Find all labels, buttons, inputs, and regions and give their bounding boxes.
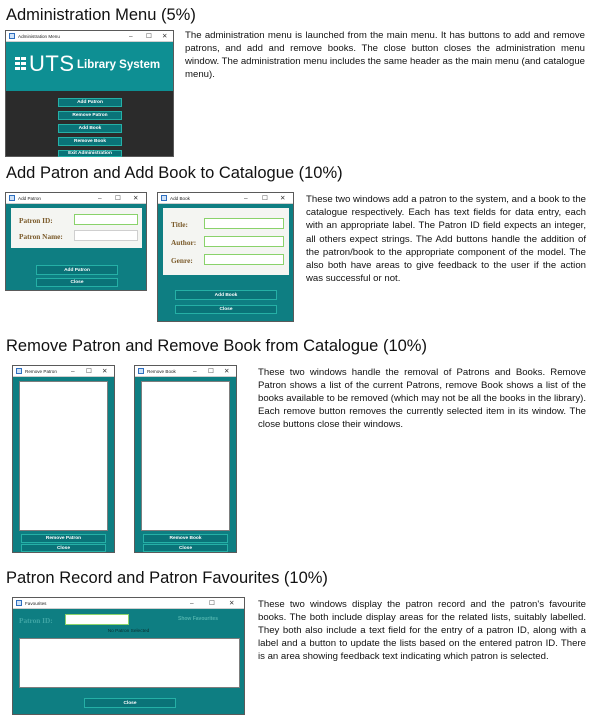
add-book-close-button[interactable]: Close (175, 305, 277, 314)
favourites-window (12, 597, 245, 715)
favourites-window-title: Favourites (25, 601, 47, 606)
add-section-heading: Add Patron and Add Book to Catalogue (10%) (6, 164, 343, 182)
patron-id-input[interactable] (65, 614, 129, 625)
add-patron-window (5, 192, 147, 291)
add-patron-window-title: Add Patron (18, 196, 41, 201)
app-icon (16, 368, 22, 374)
app-icon (16, 600, 22, 606)
minimize-icon[interactable]: – (129, 33, 133, 40)
add-patron-button[interactable]: Add Patron (36, 265, 118, 275)
close-icon[interactable]: ✕ (133, 195, 139, 202)
maximize-icon[interactable]: ☐ (208, 368, 214, 375)
remove-section-paragraph: These two windows handle the removal of Patrons and Books. Remove Patron shows a list of the current Patrons, remove Book shows a list of the books available to be removed (which may not be all the books in the library). Each remove button removes the currently selected item in its window. The close buttons close their windows. (258, 367, 586, 430)
patron-name-input[interactable] (74, 230, 138, 241)
author-input[interactable] (204, 236, 284, 247)
add-book-window (157, 192, 294, 322)
show-favourites-button[interactable]: Show Favourites (177, 616, 218, 622)
remove-section-heading: Remove Patron and Remove Book from Catalogue (10%) (6, 337, 427, 355)
minimize-icon[interactable]: – (71, 368, 75, 375)
remove-patron-close-button[interactable]: Close (21, 544, 106, 552)
title-input[interactable] (204, 218, 284, 229)
close-icon[interactable]: ✕ (162, 33, 168, 40)
patron-status-text: No Patron Selected (107, 629, 150, 634)
remove-book-menu-button[interactable]: Remove Book (58, 137, 122, 146)
app-icon (138, 368, 144, 374)
library-header-banner (6, 42, 173, 91)
author-label: Author: (171, 238, 197, 247)
app-icon (161, 195, 167, 201)
add-book-menu-button[interactable]: Add Book (58, 124, 122, 133)
patron-id-input[interactable] (74, 214, 138, 225)
admin-window-title: Administration Menu (18, 34, 60, 39)
maximize-icon[interactable]: ☐ (86, 368, 92, 375)
minimize-icon[interactable]: – (193, 368, 197, 375)
app-icon (9, 195, 15, 201)
patron-list[interactable] (19, 381, 108, 531)
add-patron-close-button[interactable]: Close (36, 278, 118, 287)
maximize-icon[interactable]: ☐ (115, 195, 121, 202)
exit-administration-button[interactable]: Exit Administration (58, 150, 122, 157)
maximize-icon[interactable]: ☐ (209, 600, 215, 607)
minimize-icon[interactable]: – (190, 600, 194, 607)
record-section-heading: Patron Record and Patron Favourites (10%) (6, 569, 328, 587)
maximize-icon[interactable]: ☐ (146, 33, 152, 40)
patron-id-label: Patron ID: (19, 616, 53, 625)
add-patron-menu-button[interactable]: Add Patron (58, 98, 122, 107)
minimize-icon[interactable]: – (98, 195, 102, 202)
title-label: Title: (171, 220, 188, 229)
add-book-form-panel (163, 208, 289, 275)
remove-book-close-button[interactable]: Close (143, 544, 228, 552)
admin-window-titlebar[interactable] (6, 31, 173, 42)
admin-menu-window (5, 30, 174, 157)
add-book-window-title: Add Book (170, 196, 190, 201)
close-icon[interactable]: ✕ (229, 600, 235, 607)
admin-section-heading: Administration Menu (5%) (6, 6, 196, 24)
close-icon[interactable]: ✕ (224, 368, 230, 375)
record-section-paragraph: These two windows display the patron record and the patron's favourite books. The both include display areas for the related lists, suitably labelled. They both also include a text field for the entry of a patron ID, along with a label and a button to update the lists based on the entered patron ID. There is an area showing feedback text indicating which patron is selected. (258, 599, 586, 662)
remove-patron-titlebar[interactable] (13, 366, 114, 377)
add-book-titlebar[interactable] (158, 193, 293, 204)
patron-name-label: Patron Name: (19, 232, 63, 241)
favourites-close-button[interactable]: Close (84, 698, 176, 708)
remove-book-titlebar[interactable] (135, 366, 236, 377)
logo-text: UTS (29, 51, 75, 76)
add-book-button[interactable]: Add Book (175, 290, 277, 300)
book-list[interactable] (141, 381, 230, 531)
remove-patron-window (12, 365, 115, 553)
minimize-icon[interactable]: – (244, 195, 248, 202)
books-logo-icon (15, 56, 28, 73)
add-section-paragraph: These two windows add a patron to the system, and a book to the catalogue respectively. Each has text fields for data entry, each with an appropriate label. The Patron ID field expects an integer, all others expect strings. The Add buttons handle the addition of the patron/book to the appropriate component of the model. The also both have areas to give feedback to the user if the action was successful or not. (306, 194, 586, 285)
remove-book-window (134, 365, 237, 553)
remove-book-window-title: Remove Book (147, 369, 176, 374)
favourites-titlebar[interactable] (13, 598, 244, 609)
genre-label: Genre: (171, 256, 193, 265)
remove-patron-button[interactable]: Remove Patron (21, 534, 106, 543)
remove-patron-menu-button[interactable]: Remove Patron (58, 111, 122, 120)
close-icon[interactable]: ✕ (280, 195, 286, 202)
add-patron-form-panel (11, 208, 142, 248)
remove-patron-window-title: Remove Patron (25, 369, 57, 374)
genre-input[interactable] (204, 254, 284, 265)
close-icon[interactable]: ✕ (102, 368, 108, 375)
admin-section-paragraph: The administration menu is launched from the main menu. It has buttons to add and remove patrons, and add and remove books. The close button closes the administration menu window. The administration menu includes the same header as the main menu (and catalogue menu). (185, 30, 585, 80)
add-patron-titlebar[interactable] (6, 193, 146, 204)
app-icon (9, 33, 15, 39)
patron-id-label: Patron ID: (19, 216, 53, 225)
favourites-list[interactable] (19, 638, 240, 688)
logo-subtitle: Library System (77, 59, 161, 71)
maximize-icon[interactable]: ☐ (262, 195, 268, 202)
remove-book-button[interactable]: Remove Book (143, 534, 228, 543)
